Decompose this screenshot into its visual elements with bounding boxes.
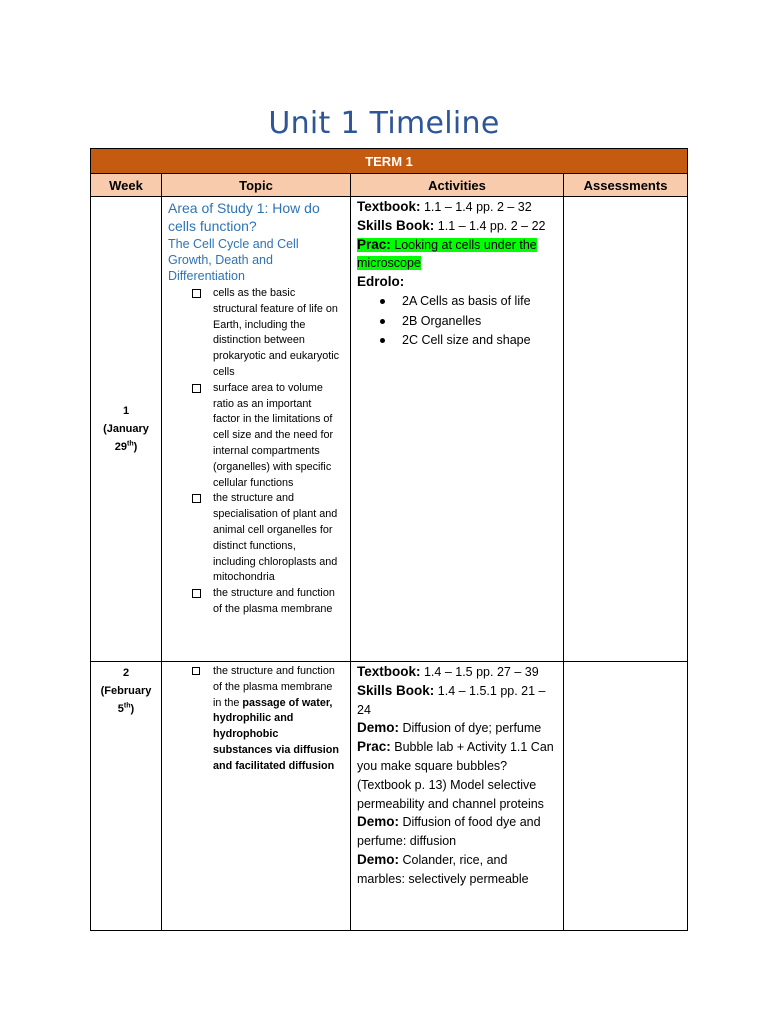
demo-label: Demo: bbox=[357, 851, 400, 867]
topic-item-text: the structure and function of the plasma membrane in the bbox=[213, 665, 335, 709]
textbook-line bbox=[357, 663, 558, 682]
checkbox-icon bbox=[192, 384, 201, 393]
topic-item-text: the structure and specialisation of plant and animal cell organelles for distinct functions, including chloroplasts and mitochondria bbox=[213, 492, 338, 584]
assessments-cell bbox=[564, 662, 688, 931]
week-cell bbox=[91, 662, 162, 931]
topic-cell bbox=[162, 197, 351, 662]
header-assessments: Assessments bbox=[564, 174, 688, 197]
list-item bbox=[168, 664, 344, 775]
week-day-suffix: th bbox=[126, 440, 134, 448]
week-number: 2 bbox=[122, 667, 130, 679]
list-item bbox=[168, 286, 344, 381]
checkbox-icon bbox=[192, 494, 201, 503]
prac-line bbox=[357, 738, 558, 813]
demo-value: Colander, rice, and marbles: selectively permeable bbox=[357, 852, 529, 886]
topic-item-text: surface area to volume ratio as an important factor in the limitations of cell size and the need for internal compartments (organelles) with specific cellular functions bbox=[213, 381, 334, 489]
demo-label: Demo: bbox=[357, 814, 400, 830]
area-of-study-subtitle: The Cell Cycle and Cell Growth, Death and Differentiation bbox=[168, 237, 299, 283]
term-row bbox=[91, 149, 688, 174]
checkbox-icon bbox=[192, 589, 201, 598]
list-item: 2A Cells as basis of life bbox=[357, 292, 558, 312]
header-week: Week bbox=[91, 174, 162, 197]
week-close-paren: ) bbox=[130, 703, 135, 715]
checkbox-icon bbox=[192, 667, 200, 675]
prac-label: Prac: bbox=[357, 739, 391, 755]
week-cell bbox=[91, 197, 162, 662]
textbook-value: 1.4 – 1.5 pp. 27 – 39 bbox=[423, 665, 539, 679]
activities-cell bbox=[351, 662, 564, 931]
demo-line bbox=[357, 813, 558, 851]
edrolo-line bbox=[357, 273, 558, 292]
topic-cell bbox=[162, 662, 351, 931]
demo-value: Diffusion of food dye and perfume: diffusion bbox=[357, 815, 541, 849]
skills-label: Skills Book: bbox=[357, 682, 435, 698]
demo-line bbox=[357, 851, 558, 889]
topic-list bbox=[168, 286, 344, 618]
edrolo-list bbox=[357, 292, 558, 351]
week-day: 29 bbox=[114, 441, 127, 453]
skills-line bbox=[357, 682, 558, 720]
header-row bbox=[91, 174, 688, 197]
table-row bbox=[91, 662, 688, 931]
edrolo-label: Edrolo: bbox=[357, 274, 405, 290]
demo-label: Demo: bbox=[357, 720, 400, 736]
area-of-study-title: Area of Study 1: How do cells function? bbox=[168, 200, 320, 234]
week-close-paren: ) bbox=[133, 441, 138, 453]
prac-value: Looking at cells under the microscope bbox=[357, 237, 537, 271]
topic-list bbox=[168, 664, 344, 775]
skills-line bbox=[357, 217, 558, 236]
textbook-line bbox=[357, 198, 558, 217]
list-item: 2C Cell size and shape bbox=[357, 331, 558, 351]
timeline-table bbox=[90, 148, 688, 931]
week-month: (January bbox=[103, 423, 149, 435]
topic-item-text: the structure and function of the plasma membrane bbox=[213, 587, 335, 615]
week-month: (February bbox=[100, 685, 152, 697]
list-item bbox=[168, 491, 344, 586]
skills-value: 1.1 – 1.4 pp. 2 – 22 bbox=[437, 218, 546, 233]
week-day: 5 bbox=[117, 703, 124, 715]
prac-line bbox=[357, 236, 558, 274]
demo-line bbox=[357, 719, 558, 738]
textbook-value: 1.1 – 1.4 pp. 2 – 32 bbox=[423, 200, 532, 214]
topic-item-bold: passage of water, hydrophilic and hydrophobic substances via diffusion and facilitated diffusion bbox=[213, 696, 339, 772]
skills-label: Skills Book: bbox=[357, 217, 435, 233]
textbook-label: Textbook: bbox=[357, 199, 421, 214]
textbook-label: Textbook: bbox=[357, 664, 421, 679]
assessments-cell bbox=[564, 197, 688, 662]
checkbox-icon bbox=[192, 289, 201, 298]
list-item: 2B Organelles bbox=[357, 312, 558, 332]
activities-cell bbox=[351, 197, 564, 662]
prac-value: Bubble lab + Activity 1.1 Can you make square bubbles? (Textbook p. 13) Model selective permeability and channel proteins bbox=[357, 740, 554, 811]
week-number: 1 bbox=[122, 405, 130, 417]
page-title: Unit 1 Timeline bbox=[268, 106, 500, 141]
topic-item-text: cells as the basic structural feature of life on Earth, including the distinction between prokaryotic and eukaryotic cells bbox=[213, 287, 340, 378]
list-item bbox=[168, 586, 344, 618]
demo-value: Diffusion of dye; perfume bbox=[402, 721, 542, 736]
term-heading: TERM 1 bbox=[91, 149, 688, 174]
list-item bbox=[168, 381, 344, 492]
header-topic: Topic bbox=[162, 174, 351, 197]
header-activities: Activities bbox=[351, 174, 564, 197]
week-day-suffix: th bbox=[123, 702, 131, 710]
prac-label: Prac: bbox=[357, 236, 391, 252]
table-row bbox=[91, 197, 688, 662]
skills-value: 1.4 – 1.5.1 pp. 21 – 24 bbox=[357, 683, 546, 717]
